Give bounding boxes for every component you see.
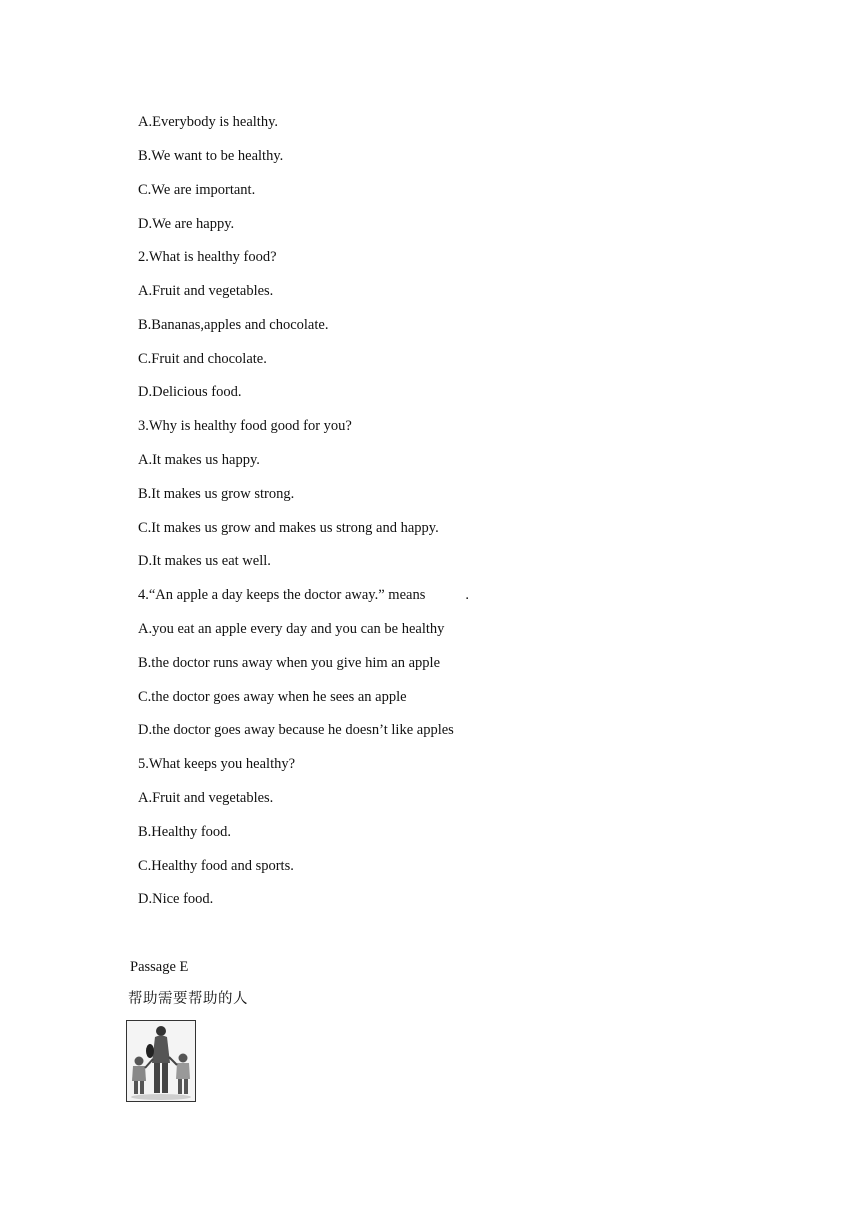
q3-option-a: A.It makes us happy. — [138, 452, 260, 468]
q3-stem: 3.Why is healthy food good for you? — [138, 418, 352, 434]
q2-option-a: A.Fruit and vegetables. — [138, 283, 274, 299]
q4-stem-period: . — [465, 587, 469, 603]
q4-stem — [138, 586, 469, 604]
q5-option-c: C.Healthy food and sports. — [138, 858, 294, 874]
q4-option-a: A.you eat an apple every day and you can be healthy — [138, 621, 445, 637]
q4-option-c: C.the doctor goes away when he sees an apple — [138, 689, 407, 705]
q1-option-c: C.We are important. — [138, 182, 256, 198]
q1-option-d: D.We are happy. — [138, 216, 235, 232]
q5-option-a: A.Fruit and vegetables. — [138, 790, 274, 806]
q1-option-a: A.Everybody is healthy. — [138, 114, 279, 130]
family-walking-icon — [127, 1021, 195, 1101]
q3-option-b: B.It makes us grow strong. — [138, 486, 295, 502]
q2-option-c: C.Fruit and chocolate. — [138, 351, 267, 367]
q1-option-b: B.We want to be healthy. — [138, 148, 284, 164]
q2-stem: 2.What is healthy food? — [138, 249, 277, 265]
q3-option-c: C.It makes us grow and makes us strong and happy. — [138, 520, 439, 536]
q5-option-b: B.Healthy food. — [138, 824, 232, 840]
passage-subtitle: 帮助需要帮助的人 — [128, 991, 248, 1007]
q2-option-b: B.Bananas,apples and chocolate. — [138, 317, 329, 333]
family-illustration — [126, 1020, 196, 1102]
q4-option-d: D.the doctor goes away because he doesn’t like apples — [138, 722, 454, 738]
q5-stem: 5.What keeps you healthy? — [138, 756, 296, 772]
q4-stem-text: 4.“An apple a day keeps the doctor away.” means — [138, 587, 426, 603]
q4-option-b: B.the doctor runs away when you give him an apple — [138, 655, 441, 671]
passage-title: Passage E — [130, 959, 189, 975]
q3-option-d: D.It makes us eat well. — [138, 553, 271, 569]
q2-option-d: D.Delicious food. — [138, 384, 242, 400]
q5-option-d: D.Nice food. — [138, 891, 214, 907]
